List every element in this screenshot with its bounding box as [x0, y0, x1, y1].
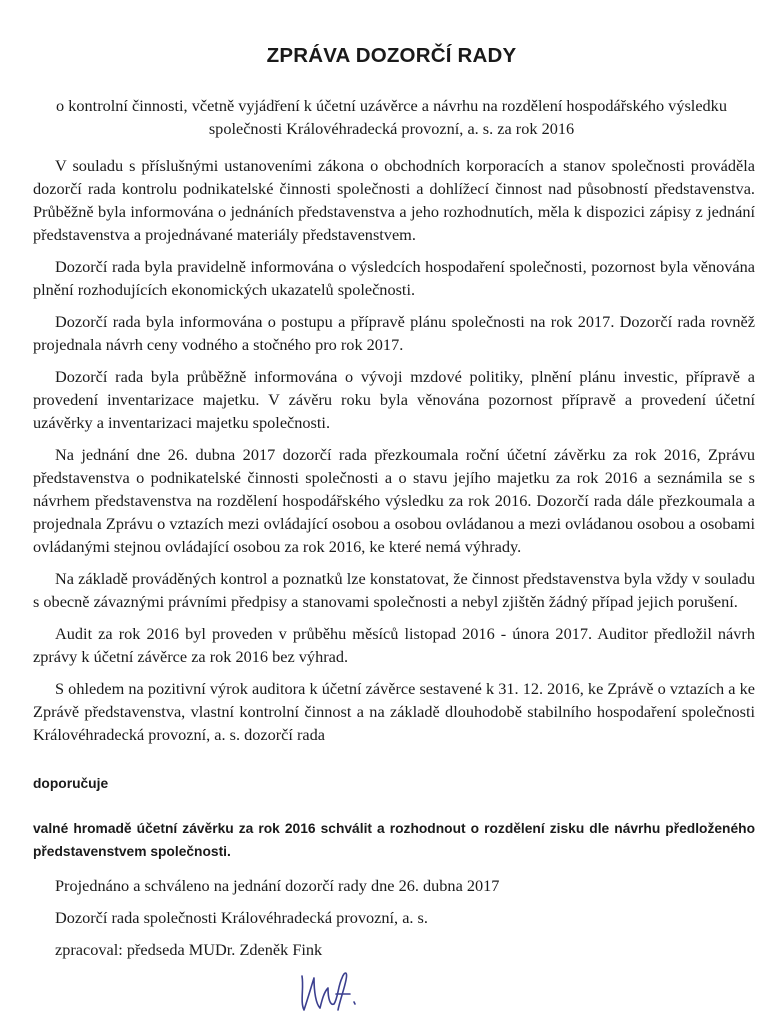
- paragraph: Na základě prováděných kontrol a poznatků lze konstatovat, že činnost představenstva byla vždy v souladu s obecně závaznými právními předpisy a stanovami společnosti a nebyl zjištěn žádný případ jejich porušení.: [33, 569, 755, 611]
- recommendation-text: valné hromadě účetní závěrku za rok 2016 schválit a rozhodnout o rozdělení zisku dle návrhu předloženého představenstvem společnosti.: [33, 821, 755, 859]
- paragraph: Na jednání dne 26. dubna 2017 dozorčí rada přezkoumala roční účetní závěrku za rok 2016, Zprávu představenstva o podnikatelské činnosti společnosti a o stavu jejího majetku za rok 2016 a seznámila se s návrhem představenstva na rozdělení hospodářského výsledku za rok 2016. Dozorčí rada dále přezkoumala a projednala Zprávu o vztazích mezi ovládající osobou a osobou ovládanou a mezi ovládanou osobou a osobami ovládanými stejnou ovládající osobou za rok 2016, ke které nemá výhrady.: [33, 445, 755, 556]
- paragraph: Audit za rok 2016 byl proveden v průběhu měsíců listopad 2016 - února 2017. Auditor předložil návrh zprávy k účetní závěrce za rok 2016 bez výhrad.: [33, 624, 755, 666]
- document-subtitle: o kontrolní činnosti, včetně vyjádření k účetní uzávěrce a návrhu na rozdělení hospodářského výsledku společnosti Královéhradecká provozní, a. s. za rok 2016: [56, 96, 727, 138]
- paragraph: Dozorčí rada byla informována o postupu a přípravě plánu společnosti na rok 2017. Dozorčí rada rovněž projednala návrh ceny vodného a stočného pro rok 2017.: [33, 312, 755, 354]
- paragraph: V souladu s příslušnými ustanoveními zákona o obchodních korporacích a stanov společnosti prováděla dozorčí rada kontrolu podnikatelské činnosti společnosti a dohlížecí činnost nad působností představenstva. Průběžně byla informována o jednáních představenstva a jeho rozhodnutích, měla k dispozici zápisy z jednání představenstva a projednávané materiály představenstvem.: [33, 156, 755, 244]
- approval-note: Projednáno a schváleno na jednání dozorčí rady dne 26. dubna 2017: [55, 876, 500, 895]
- document-title: ZPRÁVA DOZORČÍ RADY: [266, 44, 517, 67]
- paragraph: Dozorčí rada byla průběžně informována o vývoji mzdové politiky, plnění plánu investic, přípravě a provedení inventarizace majetku. V závěru roku byla věnována pozornost přípravě a provedení účetní uzávěrky a inventarizaci majetku společnosti.: [33, 367, 755, 432]
- board-name: Dozorčí rada společnosti Královéhradecká provozní, a. s.: [55, 908, 428, 927]
- prepared-by: zpracoval: předseda MUDr. Zdeněk Fink: [55, 940, 323, 959]
- paragraph: S ohledem na pozitivní výrok auditora k účetní závěrce sestavené k 31. 12. 2016, ke Zprávě o vztazích a ke Zprávě představenstva, vlastní kontrolní činnost a na základě dlouhodobě stabilního hospodaření společnosti Královéhradecká provozní, a. s. dozorčí rada: [33, 679, 755, 744]
- signature-icon: [290, 958, 370, 1018]
- recommendation-lead: doporučuje: [33, 776, 109, 791]
- paragraph: Dozorčí rada byla pravidelně informována o výsledcích hospodaření společnosti, pozornost byla věnována plnění rozhodujících ekonomických ukazatelů společnosti.: [33, 257, 755, 299]
- document-body: [33, 154, 755, 755]
